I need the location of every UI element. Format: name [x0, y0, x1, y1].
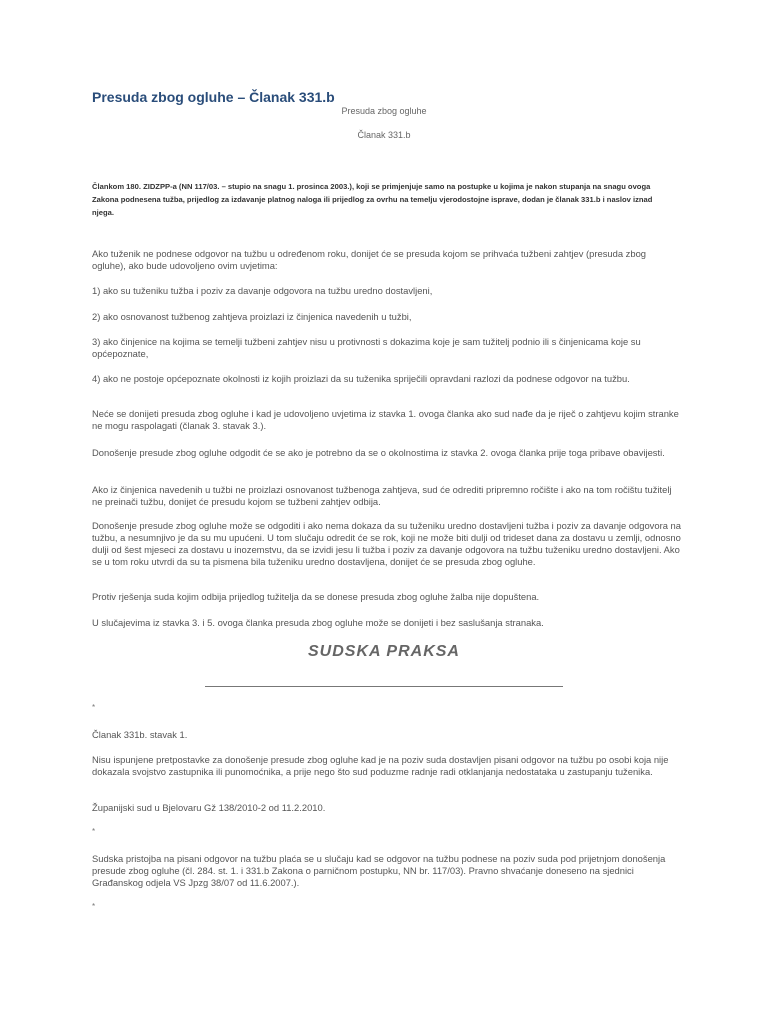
section-heading-sudska-praksa: SUDSKA PRAKSA: [308, 643, 460, 660]
paragraph-delivery: Donošenje presude zbog ogluhe može se odgoditi i ako nema dokaza da su tuženiku uredno dostavljeni tužba i poziv za davanje odgovora na tužbu, a nesumnjivo je da su mu upućeni. U tom slučaju odredit će se rok, koji ne može biti dulji od trideset dana za dostavu u zemlji, odnosno dulji od šest mjeseci za dostavu u inozemstvu, da se izvidi jesu li tužba i poziv za davanje odgovora na tužbu tuženiku uredno dostavljeni. Ako se u tom roku utvrdi da su ta pismena bila tuženiku uredno dostavljena, donijet će se presuda zbog ogluhe.: [92, 520, 681, 567]
practice-court-citation: Županijski sud u Bjelovaru Gž 138/2010-2 od 11.2.2010.: [92, 802, 326, 813]
paragraph-postponement: Donošenje presude zbog ogluhe odgodit će se ako je potrebno da se o okolnostima iz stavka 2. ovoga članka prije toga pribave obavijesti.: [92, 447, 665, 458]
practice-ruling: Nisu ispunjene pretpostavke za donošenje presude zbog ogluhe kad je na poziv suda dostavljen pisani odgovor na tužbu po osobi koja nije dokazala svojstvo zastupnika ili punomoćnika, a prije nego što sud poduzme radnje radi otklanjanja nedostataka u zastupanju tuženika.: [92, 754, 669, 777]
practice-article-ref: Članak 331b. stavak 1.: [92, 729, 188, 740]
paragraph-appeal: Protiv rješenja suda kojim odbija prijedlog tužitelja da se donese presuda zbog ogluhe žalba nije dopuštena.: [92, 591, 540, 602]
article-reference: Članak 331.b: [357, 130, 411, 140]
paragraph-without-hearing: U slučajevima iz stavka 3. i 5. ovoga članka presuda zbog ogluhe može se donijeti i bez saslušanja stranaka.: [92, 617, 544, 628]
practice-court-fee: Sudska pristojba na pisani odgovor na tužbu plaća se u slučaju kad se odgovor na tužbu podnese na poziv suda pod prijetnjom donošenja presude zbog ogluhe (čl. 284. st. 1. i 331.b Zakona o parničnom postupku, NN br. 117/03). Pravno shvaćanje doneseno na sjednici Građanskog odjela VS Jpzg 38/07 od 11.6.2007.).: [92, 853, 666, 888]
paragraph-preparatory-hearing: Ako iz činjenica navedenih u tužbi ne proizlazi osnovanost tužbenoga zahtjeva, sud će odrediti pripremno ročište i ako na tom ročištu tužitelj ne preinači tužbu, donijet će presudu kojom se tužbeni zahtjev odbija.: [92, 484, 672, 507]
paragraph-condition-2: 2) ako osnovanost tužbenog zahtjeva proizlazi iz činjenica navedenih u tužbi,: [92, 311, 412, 322]
bullet-marker: *: [92, 703, 96, 712]
bullet-marker: *: [92, 902, 96, 911]
paragraph-main-rule: Ako tuženik ne podnese odgovor na tužbu u određenom roku, donijet će se presuda kojom se prihvaća tužbeni zahtjev (presuda zbog ogluhe), ako bude udovoljeno ovim uvjetima:: [92, 248, 646, 271]
paragraph-condition-4: 4) ako ne postoje općepoznate okolnosti iz kojih proizlazi da su tuženika spriječili opravdani razlozi da podnese odgovor na tužbu.: [92, 373, 630, 384]
paragraph-exception: Neće se donijeti presuda zbog ogluhe i kad je udovoljeno uvjetima iz stavka 1. ovoga članka ako sud nađe da je riječ o zahtjevu kojim stranke ne mogu raspolagati (članak 3. stavak 3.).: [92, 408, 679, 431]
page-title: Presuda zbog ogluhe – Članak 331.b: [92, 89, 335, 105]
intro-paragraph: Člankom 180. ZIDZPP-a (NN 117/03. – stupio na snagu 1. prosinca 2003.), koji se primjenjuje samo na postupke u kojima je nakon stupanja na snagu ovoga Zakona podnesena tužba, prijedlog za izdavanje platnog naloga ili prijedlog za ovrhu na temelju vjerodostojne isprave, dodan je članak 331.b i naslov iznad njega.: [92, 182, 653, 217]
bullet-marker: *: [92, 827, 96, 836]
paragraph-condition-1: 1) ako su tuženiku tužba i poziv za davanje odgovora na tužbu uredno dostavljeni,: [92, 285, 433, 296]
paragraph-condition-3: 3) ako činjenice na kojima se temelji tužbeni zahtjev nisu u protivnosti s dokazima koje je sam tužitelj podnio ili s činjenicama koje su općepoznate,: [92, 336, 641, 359]
section-divider: [205, 686, 563, 687]
subtitle: Presuda zbog ogluhe: [341, 106, 427, 116]
